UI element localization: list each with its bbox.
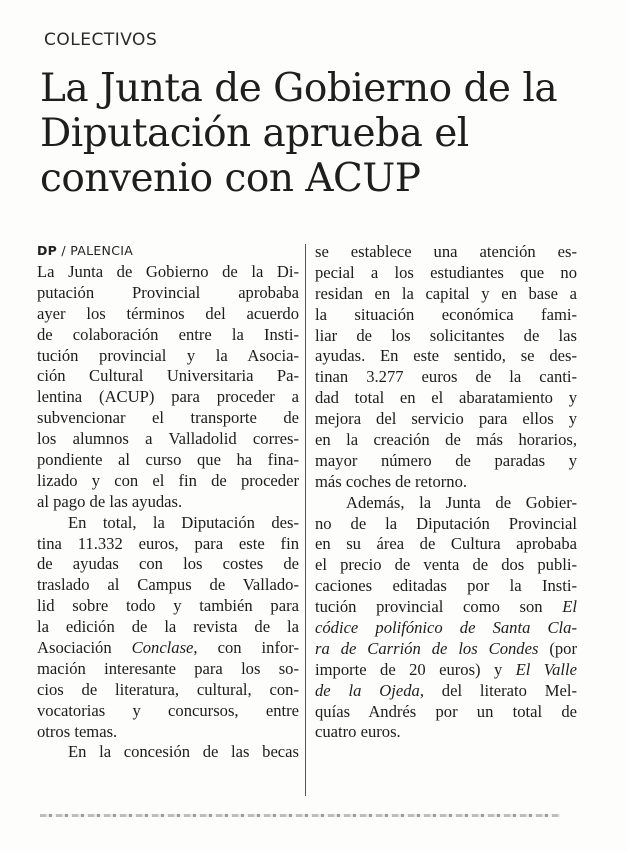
article-text-line: tina 11.332 euros, para este fin — [37, 533, 299, 553]
scan-edge-line — [40, 814, 560, 817]
article-text-line: ra de Carrión de los Condes (por — [315, 638, 578, 658]
byline-separator: / — [57, 243, 71, 258]
article-text-line: mejora del servicio para ellos y — [315, 409, 577, 429]
article-text-line: la situación económica fami- — [315, 304, 577, 324]
article-text-line: Asociación Conclase, con infor- — [37, 638, 299, 658]
article-text-line: los alumnos a Valladolid corres- — [37, 429, 299, 449]
article-text-line: no de la Diputación Provincial — [315, 513, 577, 533]
article-text-line: subvencionar el transporte de — [37, 408, 299, 428]
article-text-line: pecial a los estudiantes que no — [315, 262, 577, 282]
article-text-line: liar de los solicitantes de las — [315, 325, 577, 345]
article-text-line: pondiente al curso que ha fina- — [37, 450, 299, 470]
column-divider — [305, 244, 306, 796]
article-text-line: mación interesante para los so- — [37, 658, 299, 678]
article-text-line: de ayudas con los costes de — [37, 554, 299, 574]
article-text-line: códice polifónico de Santa Cla- — [315, 618, 577, 638]
article-text-line: putación Provincial aprobaba — [37, 282, 299, 302]
article-text-line: vocatorias y concursos, entre — [37, 700, 299, 720]
article-text-line: importe de 20 euros) y El Valle — [315, 659, 577, 679]
article-text-line: tución provincial como son El — [315, 597, 577, 617]
article-text-line: traslado al Campus de Vallado- — [37, 575, 299, 595]
article-text-line: tución provincial y la Asocia- — [37, 345, 299, 365]
byline-source: DP — [37, 243, 58, 258]
headline-line: La Junta de Gobierno de la — [40, 66, 558, 111]
article-text-line: en la creación de más horarios, — [315, 430, 577, 450]
article-text-line: caciones editadas por la Insti- — [315, 576, 577, 596]
article-text-line: Además, la Junta de Gobier- — [346, 492, 577, 512]
article-text-line: dad total en el abaratamiento y — [315, 388, 577, 408]
article-text-line: el precio de venta de dos publi- — [315, 555, 577, 575]
article-text-line: En la concesión de las becas — [68, 742, 299, 762]
article-text-line: ayudas. En este sentido, se des- — [315, 346, 577, 366]
article-text-line: En total, la Diputación des- — [68, 512, 299, 532]
article-text-line: de la Ojeda, del literato Mel- — [315, 680, 578, 700]
article-text-line: mayor número de paradas y — [315, 450, 577, 470]
article-text-line: al pago de las ayudas. — [37, 491, 183, 511]
article-text-line: cuatro euros. — [315, 722, 401, 742]
article-text-line: se establece una atención es- — [315, 242, 577, 261]
section-label: COLECTIVOS — [44, 30, 158, 50]
article-column-1 — [37, 262, 299, 763]
article-text-line: lizado y con el fin de proceder — [37, 470, 299, 490]
article-text-line: la edición de la revista de la — [37, 617, 299, 637]
article-text-line: ayer los términos del acuerdo — [37, 303, 299, 323]
article-text-line: La Junta de Gobierno de la Di- — [37, 262, 299, 281]
article-text-line: ción Cultural Universitaria Pa- — [37, 366, 299, 386]
article-text-line: otros temas. — [37, 721, 118, 741]
article-text-line: cios de literatura, cultural, con- — [37, 679, 299, 699]
article-text-line: residan en la capital y en base a — [315, 283, 577, 303]
article-text-line: tinan 3.277 euros de la canti- — [315, 367, 577, 387]
article-text-line: lentina (ACUP) para proceder a — [37, 387, 299, 407]
article-text-line: más coches de retorno. — [315, 471, 468, 491]
article-text-line: en su área de Cultura aprobaba — [315, 534, 577, 554]
headline-line: Diputación aprueba el — [40, 111, 469, 156]
article-text-line: lid sobre todo y también para — [37, 596, 299, 616]
article-text-line: quías Andrés por un total de — [315, 701, 577, 721]
headline-line: convenio con ACUP — [40, 156, 421, 201]
headline — [40, 66, 600, 201]
byline — [37, 243, 133, 258]
byline-place: PALENCIA — [70, 243, 134, 258]
article-text-line: de colaboración entre la Insti- — [37, 324, 299, 344]
article-column-2 — [315, 242, 577, 743]
